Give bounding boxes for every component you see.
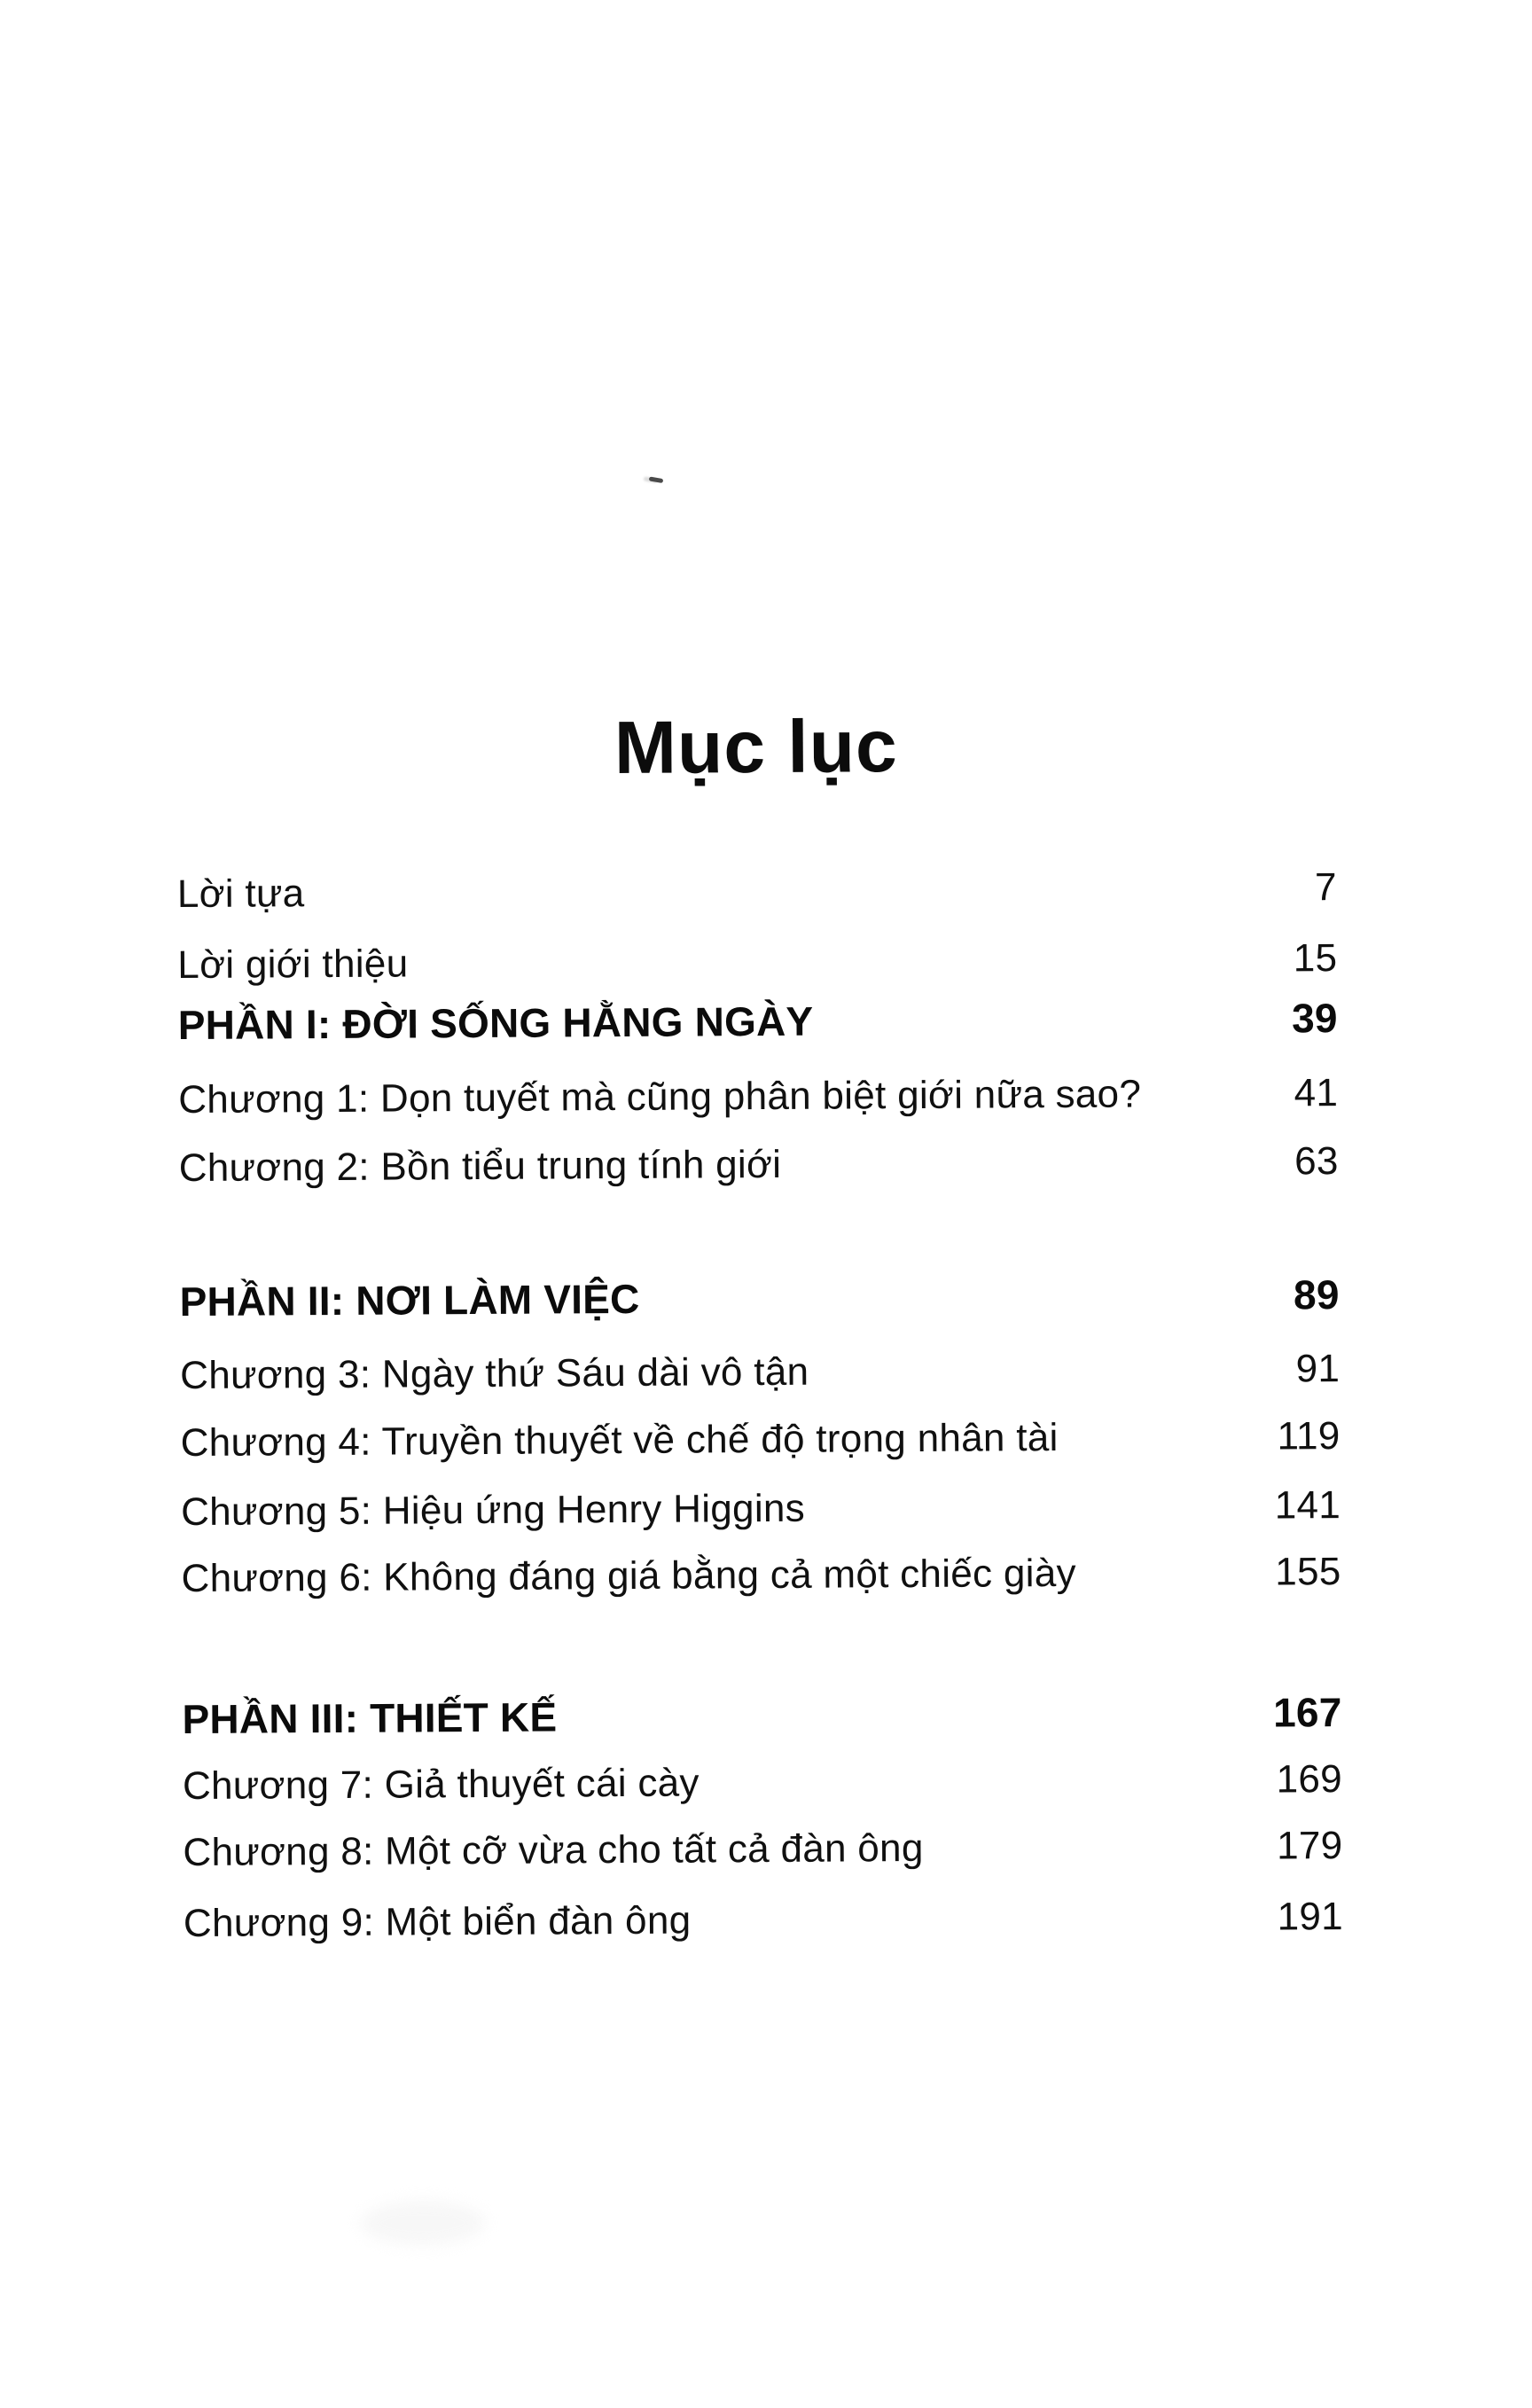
toc-entry — [184, 1890, 1343, 1951]
toc-entry-label: PHẦN I: ĐỜI SỐNG HẰNG NGÀY — [177, 997, 814, 1049]
toc-page-number: 41 — [1294, 1071, 1339, 1115]
toc-entry-label: Lời giới thiệu — [177, 942, 409, 988]
toc-page-number: 155 — [1275, 1550, 1341, 1594]
toc-page-number: 39 — [1291, 995, 1338, 1042]
toc-entry-label: PHẦN II: NƠI LÀM VIỆC — [179, 1275, 640, 1325]
toc-list — [177, 861, 1343, 1951]
toc-entry-label: Chương 6: Không đáng giá bằng cả một chiếc giày — [181, 1551, 1076, 1601]
toc-section-header — [179, 1268, 1339, 1328]
toc-entry-label: Chương 2: Bồn tiểu trung tính giới — [178, 1142, 782, 1191]
toc-page-number: 169 — [1276, 1757, 1343, 1802]
toc-page-number: 63 — [1294, 1139, 1339, 1184]
toc-entry-label: Chương 5: Hiệu ứng Henry Higgins — [180, 1486, 806, 1535]
toc-page-number: 191 — [1277, 1895, 1344, 1939]
toc-entry-label: Chương 9: Một biển đàn ông — [183, 1898, 692, 1946]
toc-entry — [177, 932, 1337, 992]
toc-entry — [179, 1135, 1339, 1195]
toc-entry — [180, 1410, 1340, 1470]
toc-page-number: 179 — [1276, 1824, 1343, 1868]
toc-entry — [178, 1067, 1338, 1127]
toc-entry — [181, 1545, 1340, 1606]
toc-entry — [180, 1342, 1340, 1403]
toc-entry — [181, 1479, 1340, 1539]
toc-title: Mục lục — [614, 704, 898, 790]
toc-page-number: 91 — [1295, 1347, 1340, 1391]
toc-entry-label: Chương 1: Dọn tuyết mà cũng phân biệt giới nữa sao? — [178, 1072, 1142, 1122]
toc-entry — [177, 861, 1337, 921]
toc-entry-label: Chương 4: Truyền thuyết về chế độ trọng nhân tài — [180, 1415, 1059, 1466]
toc-page-number: 167 — [1272, 1689, 1342, 1736]
toc-page-number: 7 — [1314, 865, 1337, 910]
scan-smudge — [361, 2201, 485, 2246]
toc-entry-label: Lời tựa — [176, 872, 305, 917]
toc-section-header — [182, 1685, 1341, 1746]
toc-entry-label: Chương 3: Ngày thứ Sáu dài vô tận — [180, 1349, 809, 1398]
toc-page-number: 15 — [1293, 936, 1338, 981]
toc-entry — [183, 1753, 1342, 1813]
toc-section-header — [178, 991, 1338, 1052]
toc-page-number: 89 — [1293, 1271, 1340, 1318]
scan-artifact-mark — [649, 476, 664, 483]
toc-entry-label: Chương 7: Giả thuyết cái cày — [182, 1761, 700, 1809]
toc-page-number: 141 — [1274, 1483, 1341, 1528]
toc-entry-label: Chương 8: Một cỡ vừa cho tất cả đàn ông — [183, 1826, 924, 1875]
toc-page-number: 119 — [1277, 1414, 1340, 1458]
toc-entry — [183, 1819, 1342, 1880]
toc-entry-label: PHẦN III: THIẾT KẾ — [182, 1693, 558, 1743]
